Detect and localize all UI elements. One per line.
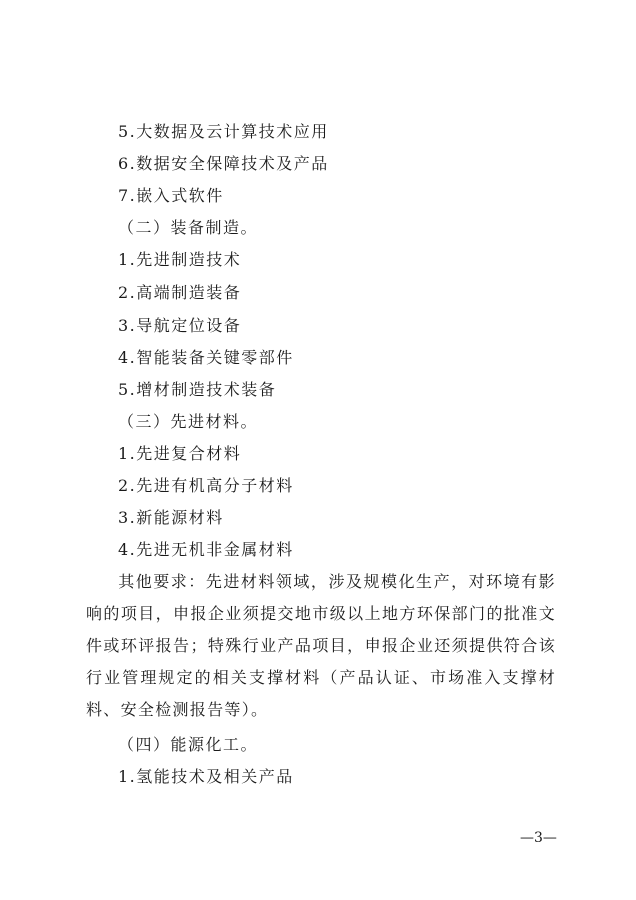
section-heading: （四）能源化工。 (118, 735, 259, 754)
requirements-paragraph (86, 566, 556, 726)
page-number: —3— (520, 830, 557, 846)
list-item: 2.高端制造装备 (118, 283, 242, 302)
list-item: 1.先进制造技术 (118, 250, 242, 269)
list-item: 1.氢能技术及相关产品 (118, 767, 294, 786)
list-item: 3.导航定位设备 (118, 316, 242, 335)
requirements-text: 其他要求：先进材料领域，涉及规模化生产，对环境有影响的项目，申报企业须提交地市级以上地方环保部门的批准文件或环评报告；特殊行业产品项目，申报企业还须提供符合该行业管理规定的相关支撑材料（产品认证、市场准入支撑材料、安全检测报告等）。 (86, 572, 556, 719)
section-heading: （三）先进材料。 (118, 412, 259, 431)
list-item: 4.智能装备关键零部件 (118, 348, 294, 367)
list-item: 1.先进复合材料 (118, 444, 242, 463)
list-item: 2.先进有机高分子材料 (118, 476, 294, 495)
list-item: 5.增材制造技术装备 (118, 380, 277, 399)
list-item: 4.先进无机非金属材料 (118, 540, 294, 559)
list-item: 7.嵌入式软件 (118, 186, 224, 205)
list-item: 5.大数据及云计算技术应用 (118, 122, 329, 141)
list-item: 6.数据安全保障技术及产品 (118, 154, 329, 173)
section-heading: （二）装备制造。 (118, 218, 259, 237)
list-item: 3.新能源材料 (118, 508, 224, 527)
